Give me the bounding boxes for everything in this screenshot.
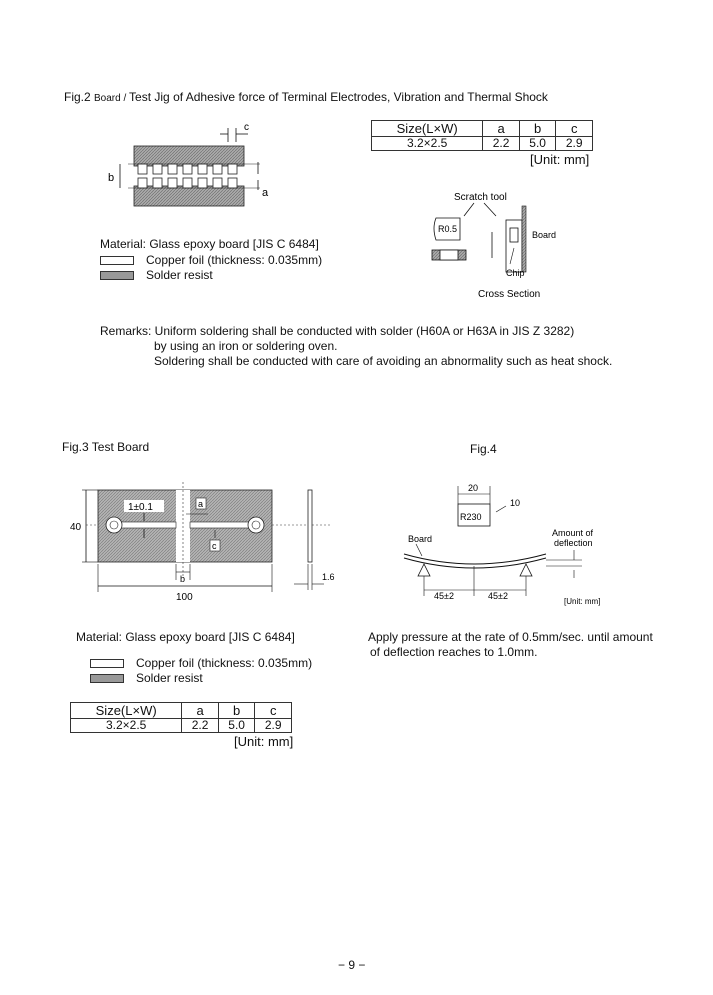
table-cell: 5.0 xyxy=(218,719,255,733)
fig4-dim-45b: 45±2 xyxy=(488,591,508,601)
table-cell: 3.2×2.5 xyxy=(71,719,182,733)
fig2-dim-a: a xyxy=(262,187,269,199)
scratch-tool-label: Scratch tool xyxy=(454,192,507,203)
fig2-size-table xyxy=(371,120,593,151)
table-cell: 2.9 xyxy=(556,137,593,151)
fig2-dim-c: c xyxy=(244,122,249,133)
resist-swatch xyxy=(90,674,124,683)
fig2-cross-section-diagram xyxy=(420,188,580,300)
fig3-tol-label: 1±0.1 xyxy=(128,502,153,513)
table-cell: 3.2×2.5 xyxy=(372,137,483,151)
fig2-title: Fig.2 Board / Test Jig of Adhesive force of Terminal Electrodes, Vibration and Thermal Shock xyxy=(64,90,548,104)
table-header: c xyxy=(255,703,292,719)
fig4-unit: [Unit: mm] xyxy=(564,597,601,606)
cross-section-label: Cross Section xyxy=(478,289,541,300)
fig2-board-diagram xyxy=(100,118,280,218)
r05-label: R0.5 xyxy=(438,224,458,234)
copper-swatch xyxy=(100,256,134,265)
fig2-resist-top xyxy=(134,146,244,166)
fig3-dim-b: b xyxy=(180,574,186,584)
fig3-title: Fig.3 Test Board xyxy=(62,440,150,454)
fig3-legend xyxy=(90,656,312,686)
fig4-r230: R230 xyxy=(460,512,482,522)
fig4-dim-10: 10 xyxy=(510,498,521,508)
table-header: a xyxy=(182,703,219,719)
fig2-unit: [Unit: mm] xyxy=(530,152,590,167)
fig4-title: Fig.4 xyxy=(470,442,497,456)
fig3-resist: Solder resist xyxy=(136,671,203,685)
fig4-description xyxy=(368,630,698,660)
remarks-line1: Remarks: Uniform soldering shall be conducted with solder (H60A or H63A in JIS Z 3282) xyxy=(100,324,575,338)
table-header: b xyxy=(218,703,255,719)
fig2-resist-bottom xyxy=(134,186,244,206)
table-header: c xyxy=(556,121,593,137)
table-cell: 5.0 xyxy=(519,137,556,151)
fig3-unit: [Unit: mm] xyxy=(234,734,294,749)
fig4-amount-line1: Amount of xyxy=(552,528,594,538)
fig2-copper: Copper foil (thickness: 0.035mm) xyxy=(146,253,323,267)
fig4-dim-20: 20 xyxy=(468,483,479,493)
fig4-dim-45a: 45±2 xyxy=(434,591,454,601)
fig2-dim-b: b xyxy=(108,172,115,184)
fig3-dim-100: 100 xyxy=(176,592,193,603)
fig4-text2: of deflection reaches to 1.0mm. xyxy=(370,645,538,659)
fig4-text1: Apply pressure at the rate of 0.5mm/sec. until amount xyxy=(368,630,653,644)
table-header: Size(L×W) xyxy=(372,121,483,137)
remarks xyxy=(100,324,700,369)
fig4-board-label: Board xyxy=(408,534,433,544)
remarks-line2: by using an iron or soldering oven. xyxy=(154,339,338,353)
fig4-bending-diagram xyxy=(396,478,628,610)
fig2-legend xyxy=(100,237,322,283)
fig3-size-table xyxy=(70,702,292,733)
fig3-material: Material: Glass epoxy board [JIS C 6484] xyxy=(76,630,295,644)
fig3-dim-16: 1.6 xyxy=(322,572,335,582)
resist-swatch xyxy=(100,271,134,280)
page-number: − 9 − xyxy=(338,958,366,972)
table-cell: 2.9 xyxy=(255,719,292,733)
table-header: a xyxy=(483,121,520,137)
remarks-line3: Soldering shall be conducted with care of avoiding an abnormality such as heat shock. xyxy=(154,354,613,368)
board-label: Board xyxy=(532,230,557,240)
fig3-dim-a: a xyxy=(198,499,204,509)
table-cell: 2.2 xyxy=(483,137,520,151)
side-view-board xyxy=(308,490,312,562)
fig3-board-diagram xyxy=(68,480,348,604)
copper-swatch xyxy=(90,659,124,668)
chip-label: Chip xyxy=(506,268,525,278)
fig3-copper: Copper foil (thickness: 0.035mm) xyxy=(136,656,313,670)
fig2-resist: Solder resist xyxy=(146,268,213,282)
fig2-material: Material: Glass epoxy board [JIS C 6484] xyxy=(100,237,319,251)
fig4-amount-line2: deflection xyxy=(554,538,593,548)
fig3-dim-40: 40 xyxy=(70,522,82,533)
fig3-dim-c: c xyxy=(212,541,217,551)
table-header: Size(L×W) xyxy=(71,703,182,719)
table-cell: 2.2 xyxy=(182,719,219,733)
table-header: b xyxy=(519,121,556,137)
